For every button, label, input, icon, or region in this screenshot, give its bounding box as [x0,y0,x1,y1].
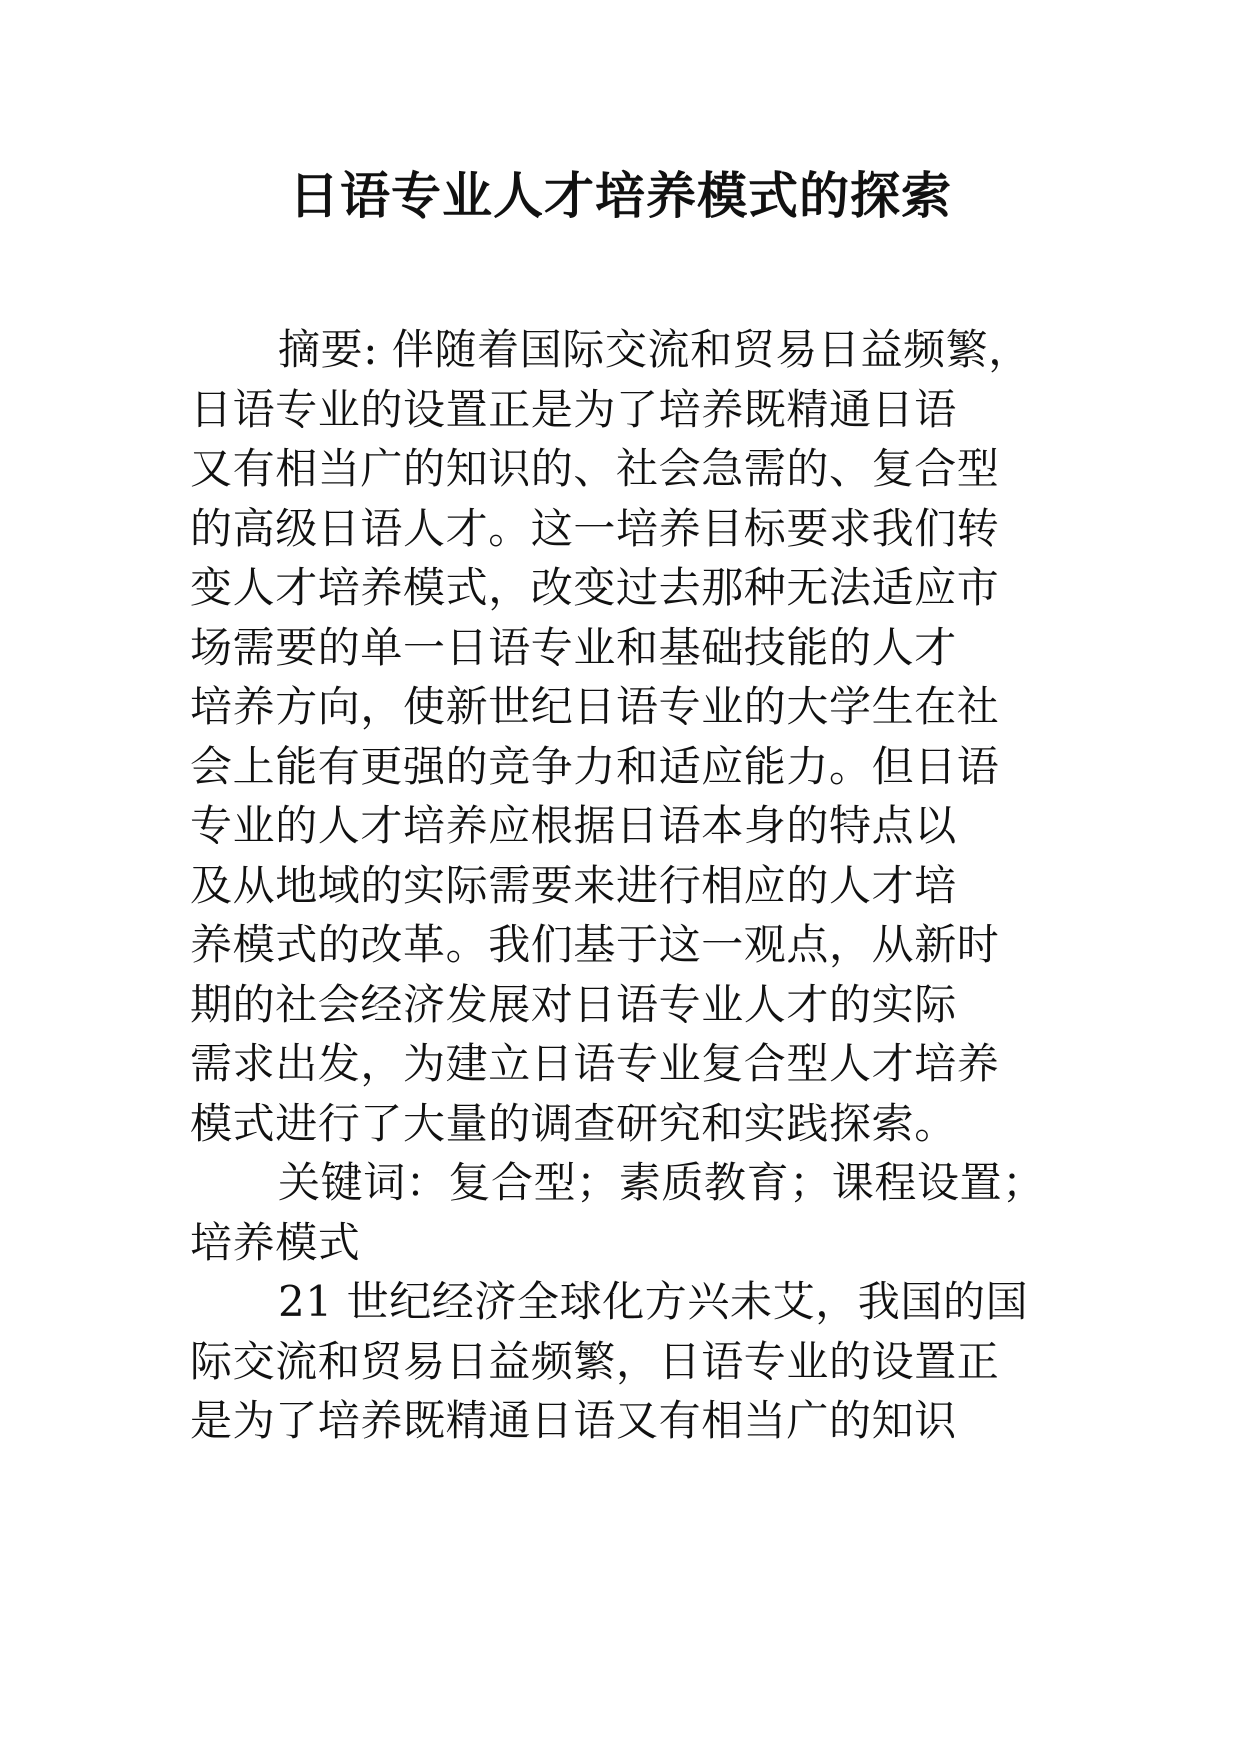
body-paragraph-line: 21 世纪经济全球化方兴未艾，我国的国 [278,1277,1029,1326]
abstract-line: 及从地域的实际需要来进行相应的人才培 [190,860,957,910]
abstract-line: 场需要的单一日语专业和基础技能的人才 [190,622,957,672]
document-body [190,320,1060,1451]
keywords-line: 关键词：复合型；素质教育；课程设置； [278,1158,1045,1207]
abstract-line: 的高级日语人才。这一培养目标要求我们转 [190,503,1000,553]
abstract-line: 会上能有更强的竞争力和适应能力。但日语 [190,741,1000,791]
abstract-line: 专业的人才培养应根据日语本身的特点以 [190,801,957,850]
abstract-line: 变人才培养模式，改变过去那种无法适应市 [190,563,1000,612]
body-paragraph-line: 是为了培养既精通日语又有相当广的知识 [190,1396,957,1445]
keywords-line: 培养模式 [190,1217,361,1267]
document-title: 日语专业人才培养模式的探索 [289,166,952,225]
abstract-line: 需求出发，为建立日语专业复合型人才培养 [190,1039,1000,1088]
abstract-line: 期的社会经济发展对日语专业人才的实际 [190,979,957,1029]
abstract-line: 又有相当广的知识的、社会急需的、复合型 [190,444,1000,493]
abstract-line: 模式进行了大量的调查研究和实践探索。 [190,1098,957,1148]
abstract-line: 培养方向，使新世纪日语专业的大学生在社 [190,682,1000,731]
abstract-line: 摘要: 伴随着国际交流和贸易日益频繁， [278,325,1031,374]
abstract-line: 养模式的改革。我们基于这一观点，从新时 [190,920,1000,969]
body-paragraph-line: 际交流和贸易日益频繁，日语专业的设置正 [190,1336,1000,1386]
abstract-line: 日语专业的设置正是为了培养既精通日语 [190,384,957,434]
